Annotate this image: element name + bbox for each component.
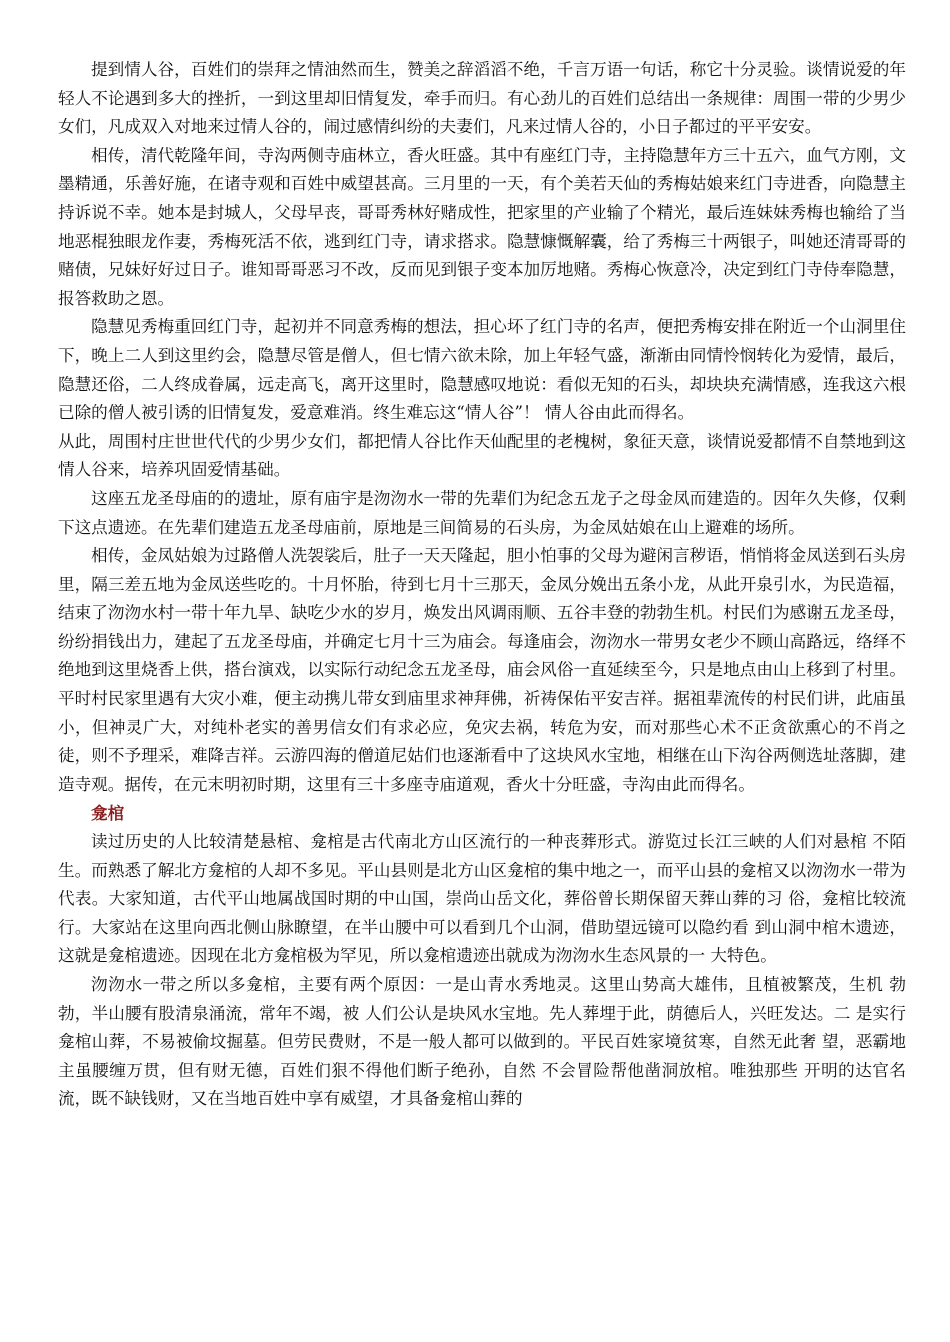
paragraph: 隐慧见秀梅重回红门寺，起初并不同意秀梅的想法，担心坏了红门寺的名声，便把秀梅安排在附近一个山洞里住下，晚上二人到这里约会，隐慧尽管是僧人，但七情六欲未除，加上年轻气盛，渐渐由同情怜悯转化为爱情，最后，隐慧还俗，二人终成眷属，远走高飞，离开这里时，隐慧感叹地说：看似无知的石头，却块块充满情感，连我这六根已除的僧人被引诱的旧情复发，爱意难消。终生难忘这“情人谷”！ 情人谷由此而得名。 [58,317,906,423]
paragraph: 相传，清代乾隆年间，寺沟两侧寺庙林立，香火旺盛。其中有座红门寺，主持隐慧年方三十五六，血气方刚，文墨精通，乐善好施，在诸寺观和百姓中威望甚高。三月里的一天，有个美若天仙的秀梅姑娘来红门寺进香，向隐慧主持诉说不幸。她本是封城人，父母早丧，哥哥秀林好赌成性，把家里的产业输了个精光，最后连妹妹秀梅也输给了当地恶棍独眼龙作妻，秀梅死活不依，逃到红门寺，请求搭求。隐慧慷慨解囊，给了秀梅三十两银子，叫她还清哥哥的赌债，兄妹好好过日子。谁知哥哥恶习不改，反而见到银子变本加厉地赌。秀梅心恢意冷，决定到红门寺侍奉隐慧，报答救助之恩。 [58,145,906,308]
paragraph: 沕沕水一带之所以多龛棺，主要有两个原因：一是山青水秀地灵。这里山势高大雄伟，且植被繁茂，生机 勃勃，半山腰有股清泉涌流，常年不竭，被 人们公认是块风水宝地。先人葬埋于此，荫德后人，兴旺发达。二 是实行龛棺山葬，不易被偷坟掘墓。但劳民费财，不是一般人都可以做到的。平民百姓家境贫寒，自然无此奢 望，恶霸地主虽腰缠万贯，但有财无德，百姓们狠不得他们断子绝孙，自然 不会冒险帮他凿洞放棺。唯独那些 开明的达官名流，既不缺钱财，又在当地百姓中享有威望，才具备龛棺山葬的 [58,975,906,1109]
paragraph: 这座五龙圣母庙的的遗址，原有庙宇是沕沕水一带的先辈们为纪念五龙子之母金凤而建造的。因年久失修，仅剩下这点遗迹。在先辈们建造五龙圣母庙前，原地是三间简易的石头房，为金凤姑娘在山上避难的场所。 [58,488,906,537]
paragraph: 相传，金凤姑娘为过路僧人洗袈裟后，肚子一天天隆起，胆小怕事的父母为避闲言秽语，悄悄将金凤送到石头房里，隔三差五地为金凤送些吃的。十月怀胎，待到七月十三那天，金凤分娩出五条小龙，从此开泉引水，为民造福，结束了沕沕水村一带十年九旱、缺吃少水的岁月，焕发出风调雨顺、五谷丰登的勃勃生机。村民们为感谢五龙圣母，纷纷捐钱出力，建起了五龙圣母庙，并确定七月十三为庙会。每逢庙会，沕沕水一带男女老少不顾山高路远，络绎不绝地到这里烧香上供，搭台演戏，以实际行动纪念五龙圣母，庙会风俗一直延续至今，只是地点由山上移到了村里。平时村民家里遇有大灾小难，便主动携儿带女到庙里求神拜佛，祈祷保佑平安吉祥。据祖辈流传的村民们讲，此庙虽小，但神灵广大，对纯朴老实的善男信女们有求必应，免灾去祸，转危为安，而对那些心术不正贪欲熏心的不肖之徒，则不予理采，难降吉祥。云游四海的僧道尼姑们也逐渐看中了这块风水宝地，相继在山下沟谷两侧选址落脚，建造寺观。据传，在元末明初时期，这里有三十多座寺庙道观，香火十分旺盛，寺沟由此而得名。 [58,546,906,794]
paragraph: 提到情人谷，百姓们的崇拜之情油然而生，赞美之辞滔滔不绝，千言万语一句话，称它十分灵验。谈情说爱的年轻人不论遇到多大的挫折，一到这里却旧情复发，牵手而归。有心劲儿的百姓们总结出一条规律：周围一带的少男少女们，凡成双入对地来过情人谷的，闹过感情纠纷的夫妻们，凡来过情人谷的，小日子都过的平平安安。 [58,60,906,137]
section-heading: 龛棺 [91,803,125,824]
paragraph: 读过历史的人比较清楚悬棺、龛棺是古代南北方山区流行的一种丧葬形式。游览过长江三峡的人们对悬棺 不陌生。而熟悉了解北方龛棺的人却不多见。平山县则是北方山区龛棺的集中地之一，而平山县的龛棺又以沕沕水一带为代表。大家知道，古代平山地属战国时期的中山国，崇尚山岳文化，葬俗曾长期保留天葬山葬的习 俗，龛棺比较流行。大家站在这里向西北侧山脉瞭望，在半山腰中可以看到几个山洞，借助望远镜可以隐约看 到山洞中棺木遗迹，这就是龛棺遗迹。因现在北方龛棺极为罕见，所以龛棺遗迹出就成为沕沕水生态风景的一 大特色。 [58,832,906,966]
document-page [58,56,906,1114]
paragraph: 从此，周围村庄世世代代的少男少女们，都把情人谷比作天仙配里的老槐树，象征天意，谈情说爱都情不自禁地到这情人谷来，培养巩固爱情基础。 [58,431,906,480]
